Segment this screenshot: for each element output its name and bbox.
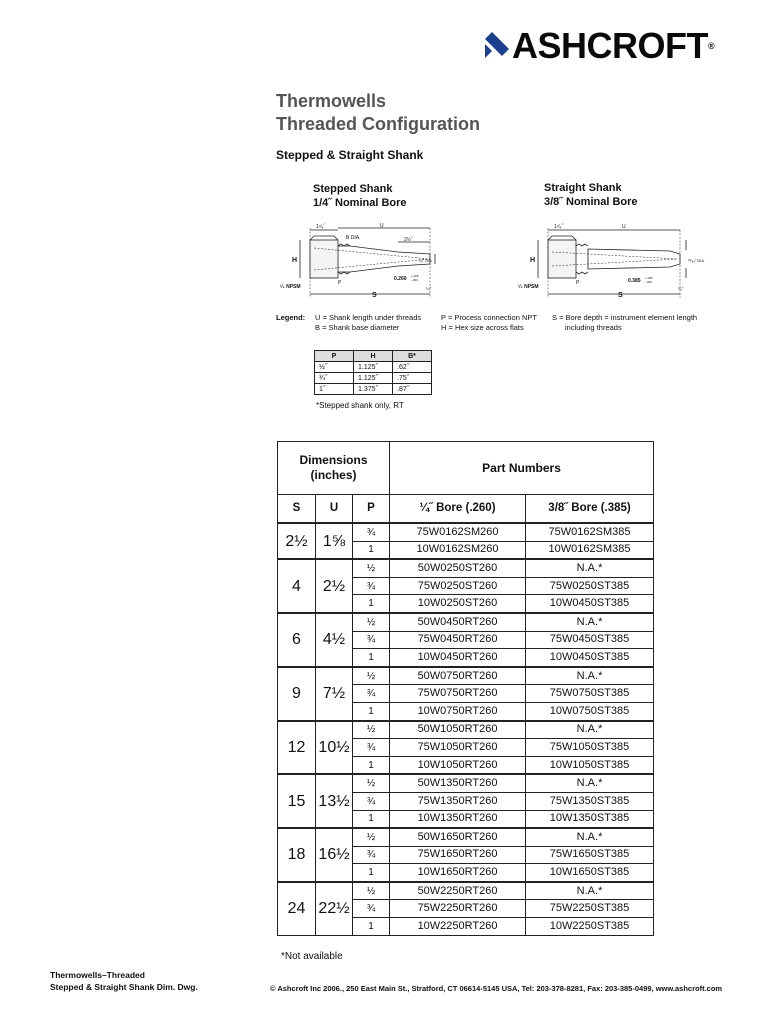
dimension-s-cell: 9: [278, 667, 316, 721]
p-cell: ¾: [353, 739, 390, 757]
title-line1: Thermowells: [276, 91, 387, 111]
dimension-u-cell: 1⅝: [316, 523, 353, 559]
not-available-note: *Not available: [281, 951, 343, 962]
legend-col2: P = Process connection NPT H = Hex size across flats: [441, 313, 537, 332]
hex-size-table: [314, 350, 432, 395]
page-subtitle: Stepped & Straight Shank: [276, 148, 424, 162]
stepped-label-u: U: [380, 223, 384, 229]
table-header-row: [278, 442, 654, 495]
straight-label-tol-top: +.005: [645, 276, 653, 280]
dimension-u-cell: 13½: [316, 774, 353, 828]
dimension-s-cell: 24: [278, 882, 316, 935]
bore260-part-number: 75W0250ST260: [390, 577, 526, 595]
bore260-part-number: 75W1050RT260: [390, 739, 526, 757]
bore260-part-number: 50W1050RT260: [390, 721, 526, 739]
p-cell: ½: [353, 774, 390, 792]
bore260-part-number: 10W1650RT260: [390, 864, 526, 882]
col-s-header: S: [278, 495, 316, 524]
stepped-label-tol-bot: -.000: [411, 278, 418, 282]
bore385-part-number: 75W0750ST385: [526, 685, 654, 703]
stepped-label-npsm: ¹⁄₂ NPSM: [280, 284, 301, 290]
dimension-u-cell: 4½: [316, 613, 353, 667]
straight-label-dia: ²⁹⁄₆₄˝ DIA.: [688, 258, 706, 263]
bore260-part-number: 75W2250RT260: [390, 900, 526, 918]
table-row: [278, 613, 654, 631]
bore385-part-number: N.A.*: [526, 667, 654, 685]
bore385-part-number: N.A.*: [526, 774, 654, 792]
bore385-part-number: 10W1350ST385: [526, 810, 654, 828]
dimension-u-cell: 16½: [316, 828, 353, 882]
bore385-part-number: N.A.*: [526, 882, 654, 900]
dimension-s-cell: 18: [278, 828, 316, 882]
table-row: [278, 774, 654, 792]
hex-size-header: P H B*: [315, 351, 432, 362]
col-bore1-header: ¼˝ Bore (.260): [390, 495, 526, 524]
logo-text: ASHCROFT®: [512, 25, 715, 66]
straight-shank-heading: Straight Shank 3/8˝ Nominal Bore: [544, 182, 638, 208]
bore260-part-number: 10W0162SM260: [390, 541, 526, 559]
stepped-label-top: 1⁷⁄₈˝: [316, 224, 326, 230]
ashcroft-mark-icon: [482, 31, 512, 61]
p-cell: 1: [353, 864, 390, 882]
stepped-label-dia: ⁷⁄₈˝ DIA.: [419, 258, 433, 263]
legend-col1: U = Shank length under threads B = Shank base diameter: [315, 313, 422, 332]
bore385-part-number: 75W0162SM385: [526, 523, 654, 541]
footer-copyright: © Ashcroft Inc 2006., 250 East Main St., Stratford, CT 06614-5145 USA, Tel: 203-378-8281, Fax: 203-385-0499, www.ashcroft.com: [270, 984, 723, 993]
dimension-s-cell: 15: [278, 774, 316, 828]
bore260-part-number: 75W0162SM260: [390, 523, 526, 541]
straight-label-p: P: [576, 280, 580, 286]
table-subheader-row: [278, 495, 654, 524]
legend-col3: S = Bore depth = instrument element length including threads: [552, 313, 698, 332]
p-cell: ½: [353, 828, 390, 846]
bore260-part-number: 50W0250ST260: [390, 559, 526, 577]
part-numbers-header: Part Numbers: [390, 442, 654, 495]
table-row: [278, 523, 654, 541]
dimension-s-cell: 6: [278, 613, 316, 667]
stepped-shank-heading: Stepped Shank 1/4˝ Nominal Bore: [313, 183, 407, 209]
p-cell: ½: [353, 882, 390, 900]
bore260-part-number: 10W0250ST260: [390, 595, 526, 613]
p-cell: ¾: [353, 846, 390, 864]
bore385-part-number: 10W2250ST385: [526, 918, 654, 936]
bore385-part-number: 75W0450ST385: [526, 631, 654, 649]
bore385-part-number: N.A.*: [526, 613, 654, 631]
straight-label-tol-bot: -.000: [645, 280, 652, 284]
straight-label-top: 1⁷⁄₈˝: [554, 224, 564, 230]
bore260-part-number: 75W1350RT260: [390, 792, 526, 810]
table-row: [278, 559, 654, 577]
bore260-part-number: 50W0750RT260: [390, 667, 526, 685]
part-number-table: [277, 441, 654, 936]
stepped-label-bdia: B DIA.: [346, 235, 361, 241]
bore385-part-number: 75W0250ST385: [526, 577, 654, 595]
straight-label-npsm: ¹⁄₂ NPSM: [518, 284, 539, 290]
bore385-part-number: 10W0162SM385: [526, 541, 654, 559]
straight-label-h: H: [530, 257, 536, 264]
col-bore2-header: 3/8˝ Bore (.385): [526, 495, 654, 524]
table-row: [278, 721, 654, 739]
bore260-part-number: 50W0450RT260: [390, 613, 526, 631]
table-row: [278, 882, 654, 900]
bore260-part-number: 75W0450RT260: [390, 631, 526, 649]
col-u-header: U: [316, 495, 353, 524]
p-cell: 1: [353, 756, 390, 774]
p-cell: ½: [353, 559, 390, 577]
stepped-label-s: S: [372, 292, 377, 299]
hex-size-row: ½˝ 1.125˝ .62˝: [315, 362, 432, 373]
bore260-part-number: 10W1050RT260: [390, 756, 526, 774]
bore385-part-number: 75W2250ST385: [526, 900, 654, 918]
col-p-header: P: [353, 495, 390, 524]
bore260-part-number: 10W0750RT260: [390, 702, 526, 720]
table-row: [278, 667, 654, 685]
p-cell: ¾: [353, 900, 390, 918]
straight-label-tip: ¹⁄₄˝: [678, 286, 683, 291]
p-cell: ¾: [353, 685, 390, 703]
dimension-u-cell: 7½: [316, 667, 353, 721]
stepped-label-bore: 0.260: [394, 276, 407, 282]
stepped-label-p: P: [338, 280, 342, 286]
bore385-part-number: 10W1650ST385: [526, 864, 654, 882]
bore385-part-number: N.A.*: [526, 828, 654, 846]
bore385-part-number: N.A.*: [526, 721, 654, 739]
straight-label-s: S: [618, 292, 623, 299]
straight-shank-drawing: [518, 218, 718, 302]
p-cell: ¾: [353, 631, 390, 649]
dimensions-header: Dimensions (inches): [278, 442, 390, 495]
stepped-label-h: H: [292, 257, 298, 264]
bore385-part-number: 75W1350ST385: [526, 792, 654, 810]
dimension-u-cell: 10½: [316, 721, 353, 775]
p-cell: ½: [353, 613, 390, 631]
bore385-part-number: 75W1050ST385: [526, 739, 654, 757]
bore385-part-number: N.A.*: [526, 559, 654, 577]
table-row: [278, 828, 654, 846]
p-cell: ¾: [353, 792, 390, 810]
dimension-s-cell: 2½: [278, 523, 316, 559]
p-cell: 1: [353, 702, 390, 720]
p-cell: 1: [353, 595, 390, 613]
bore260-part-number: 50W1650RT260: [390, 828, 526, 846]
bore385-part-number: 10W1050ST385: [526, 756, 654, 774]
bore385-part-number: 10W0450ST385: [526, 649, 654, 667]
legend-label: Legend:: [276, 313, 306, 322]
stepped-label-len2: 2½˝: [404, 237, 413, 243]
stepped-label-tol-top: +.005: [411, 274, 419, 278]
title-line2: Threaded Configuration: [276, 114, 480, 134]
page-title: [276, 90, 480, 136]
dimension-s-cell: 4: [278, 559, 316, 613]
p-cell: ½: [353, 721, 390, 739]
bore385-part-number: 75W1650ST385: [526, 846, 654, 864]
p-cell: ¾: [353, 577, 390, 595]
stepped-label-tip: ¹⁄₄˝: [426, 286, 431, 291]
bore260-part-number: 10W2250RT260: [390, 918, 526, 936]
p-cell: 1: [353, 918, 390, 936]
dimension-u-cell: 2½: [316, 559, 353, 613]
dimension-s-cell: 12: [278, 721, 316, 775]
straight-label-bore: 0.385: [628, 278, 641, 284]
bore385-part-number: 10W0750ST385: [526, 702, 654, 720]
straight-label-u: U: [622, 224, 626, 230]
p-cell: ½: [353, 667, 390, 685]
bore260-part-number: 10W0450RT260: [390, 649, 526, 667]
bore260-part-number: 75W1650RT260: [390, 846, 526, 864]
hex-size-row: 1˝ 1.375˝ .87˝: [315, 384, 432, 395]
hex-size-row: ¾˝ 1.125˝ .75˝: [315, 373, 432, 384]
stepped-shank-drawing: [280, 218, 440, 302]
bore260-part-number: 10W1350RT260: [390, 810, 526, 828]
dimension-u-cell: 22½: [316, 882, 353, 935]
bore260-part-number: 50W1350RT260: [390, 774, 526, 792]
bore385-part-number: 10W0450ST385: [526, 595, 654, 613]
footer-title: Thermowells–Threaded Stepped & Straight Shank Dim. Dwg.: [50, 970, 198, 992]
hex-size-note: *Stepped shank only, RT: [316, 401, 404, 410]
p-cell: ¾: [353, 523, 390, 541]
p-cell: 1: [353, 541, 390, 559]
bore260-part-number: 75W0750RT260: [390, 685, 526, 703]
ashcroft-logo: [482, 25, 715, 66]
bore260-part-number: 50W2250RT260: [390, 882, 526, 900]
p-cell: 1: [353, 649, 390, 667]
p-cell: 1: [353, 810, 390, 828]
